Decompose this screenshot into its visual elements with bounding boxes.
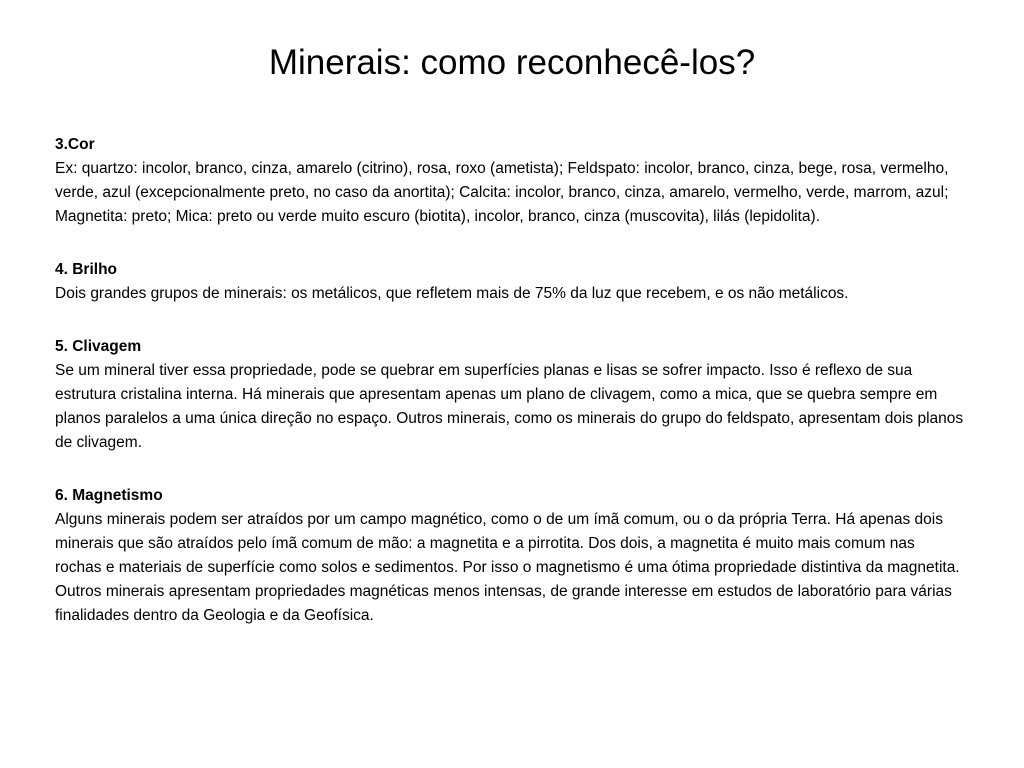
section-heading: 6. Magnetismo [55,487,163,504]
section-heading: 4. Brilho [55,261,118,278]
section-body: Ex: quartzo: incolor, branco, cinza, amarelo (citrino), rosa, roxo (ametista); Feldspato: incolor, branco, cinza, bege, rosa, vermelho, verde, azul (excepcionalmente preto, no caso da anortita); Calcita: incolor, branco, cinza, amarelo, vermelho, verde, marrom, azul; Magnetita: preto; Mica: preto ou verde muito escuro (biotita), incolor, branco, cinza (muscovita), lilás (lepidolita). [55,160,949,225]
section-body: Alguns minerais podem ser atraídos por um campo magnético, como o de um ímã comum, ou o da própria Terra. Há apenas dois minerais que são atraídos pelo ímã comum de mão: a magnetita e a pirrotita. Dos dois, a magnetita é muito mais comum nas rochas e materiais de superfície como solos e sedimentos. Por isso o magnetismo é uma ótima propriedade distintiva da magnetita. Outros minerais apresentam propriedades magnéticas menos intensas, de grande interesse em estudos de laboratório para várias finalidades dentro da Geologia e da Geofísica. [55,511,960,624]
slide-title: Minerais: como reconhecê-los? [268,43,756,82]
section-heading: 3.Cor [55,136,95,153]
slide-content [55,133,965,657]
section-brilho [55,258,965,306]
section-magnetismo [55,484,965,628]
section-body: Dois grandes grupos de minerais: os metálicos, que refletem mais de 75% da luz que recebem, e os não metálicos. [55,285,849,302]
section-body: Se um mineral tiver essa propriedade, pode se quebrar em superfícies planas e lisas se sofrer impacto. Isso é reflexo de sua estrutura cristalina interna. Há minerais que apresentam apenas um plano de clivagem, como a mica, que se quebra sempre em planos paralelos a uma única direção no espaço. Outros minerais, como os minerais do grupo do feldspato, apresentam dois planos de clivagem. [55,362,964,451]
section-heading: 5. Clivagem [55,338,142,355]
section-cor [55,133,965,229]
section-clivagem [55,335,965,455]
